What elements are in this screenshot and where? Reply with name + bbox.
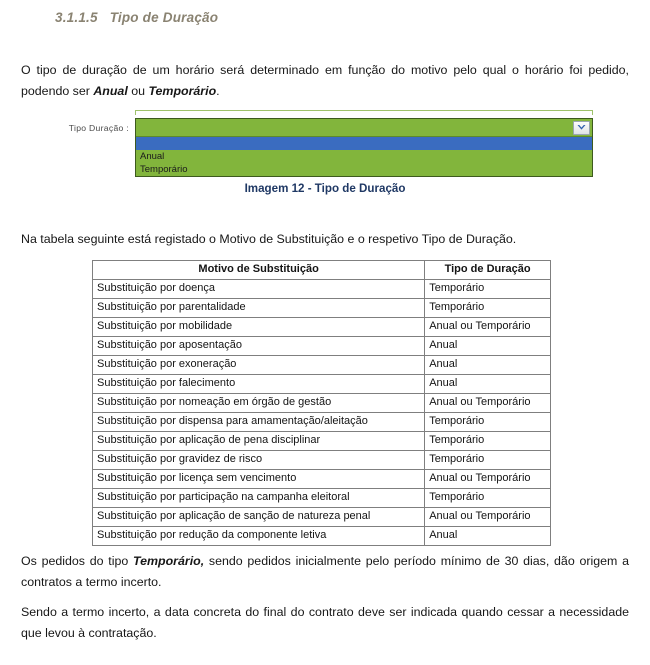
cell-tipo: Anual ou Temporário xyxy=(425,508,551,527)
intro-text-1: O tipo de duração de um horário será determinado em função do motivo pelo qual o horário foi pedido, podendo ser xyxy=(21,63,629,98)
cell-motivo: Substituição por aposentação xyxy=(93,337,425,356)
duration-type-select[interactable] xyxy=(135,118,593,177)
cell-motivo: Substituição por licença sem vencimento xyxy=(93,470,425,489)
intro-bold-anual: Anual xyxy=(93,84,128,98)
cell-motivo: Substituição por nomeação em órgão de gestão xyxy=(93,394,425,413)
widget-top-divider xyxy=(135,110,593,115)
cell-tipo: Anual ou Temporário xyxy=(425,470,551,489)
table-row xyxy=(93,413,551,432)
cell-motivo: Substituição por gravidez de risco xyxy=(93,451,425,470)
section-title: Tipo de Duração xyxy=(109,10,219,25)
cell-tipo: Temporário xyxy=(425,489,551,508)
select-option-anual[interactable]: Anual xyxy=(140,151,165,162)
table-row xyxy=(93,432,551,451)
section-number: 3.1.1.5 xyxy=(55,10,98,25)
temporario-text-2: sendo pedidos inicialmente pelo período mínimo de 30 dias, dão origem a contratos a termo incerto. xyxy=(21,554,629,589)
intro-paragraph xyxy=(21,60,629,102)
table-row xyxy=(93,394,551,413)
select-option-empty[interactable] xyxy=(136,137,592,150)
duration-type-label: Tipo Duração : xyxy=(68,123,129,133)
intro-text-mid: ou xyxy=(127,84,149,98)
table-header-row xyxy=(93,261,551,280)
table-row xyxy=(93,470,551,489)
duration-type-field-row xyxy=(60,118,593,177)
cell-motivo: Substituição por mobilidade xyxy=(93,318,425,337)
chevron-down-icon[interactable] xyxy=(573,121,590,135)
table-row xyxy=(93,527,551,546)
table-row xyxy=(93,318,551,337)
cell-tipo: Temporário xyxy=(425,432,551,451)
substitution-reasons-table xyxy=(92,260,551,546)
intro-text-end: . xyxy=(216,84,220,98)
table-row xyxy=(93,280,551,299)
select-options-list[interactable] xyxy=(136,136,592,176)
table-row xyxy=(93,451,551,470)
select-display-value[interactable] xyxy=(136,119,592,136)
cell-motivo: Substituição por exoneração xyxy=(93,356,425,375)
figure-caption: Imagem 12 - Tipo de Duração xyxy=(244,182,406,195)
cell-tipo: Anual xyxy=(425,337,551,356)
table-row xyxy=(93,299,551,318)
table-row xyxy=(93,337,551,356)
cell-motivo: Substituição por falecimento xyxy=(93,375,425,394)
temporario-bold: Temporário, xyxy=(133,554,205,568)
page-title xyxy=(55,10,218,25)
cell-motivo: Substituição por doença xyxy=(93,280,425,299)
cell-tipo: Anual xyxy=(425,356,551,375)
cell-motivo: Substituição por aplicação de pena disciplinar xyxy=(93,432,425,451)
select-option-temporario[interactable]: Temporário xyxy=(140,164,188,175)
table-row xyxy=(93,375,551,394)
temporario-text-1: Os pedidos do tipo xyxy=(21,554,133,568)
cell-tipo: Temporário xyxy=(425,299,551,318)
cell-tipo: Anual ou Temporário xyxy=(425,318,551,337)
termo-incerto-paragraph: Sendo a termo incerto, a data concreta do final do contrato deve ser indicada quando cessar a necessidade que levou à contratação. xyxy=(21,605,629,640)
cell-motivo: Substituição por parentalidade xyxy=(93,299,425,318)
table-body xyxy=(93,280,551,546)
cell-tipo: Anual xyxy=(425,527,551,546)
table-row xyxy=(93,508,551,527)
table-intro-paragraph: Na tabela seguinte está registado o Motivo de Substituição e o respetivo Tipo de Duração. xyxy=(21,232,517,246)
cell-tipo: Temporário xyxy=(425,413,551,432)
cell-motivo: Substituição por dispensa para amamentação/aleitação xyxy=(93,413,425,432)
table-row xyxy=(93,356,551,375)
cell-tipo: Temporário xyxy=(425,280,551,299)
table-header-motivo: Motivo de Substituição xyxy=(93,261,425,280)
table-row xyxy=(93,489,551,508)
cell-motivo: Substituição por redução da componente letiva xyxy=(93,527,425,546)
cell-motivo: Substituição por participação na campanha eleitoral xyxy=(93,489,425,508)
cell-tipo: Anual xyxy=(425,375,551,394)
cell-tipo: Anual ou Temporário xyxy=(425,394,551,413)
intro-bold-temporario: Temporário xyxy=(148,84,217,98)
cell-motivo: Substituição por aplicação de sanção de natureza penal xyxy=(93,508,425,527)
temporario-paragraph xyxy=(21,551,629,593)
cell-tipo: Temporário xyxy=(425,451,551,470)
table-header-tipo: Tipo de Duração xyxy=(425,261,551,280)
